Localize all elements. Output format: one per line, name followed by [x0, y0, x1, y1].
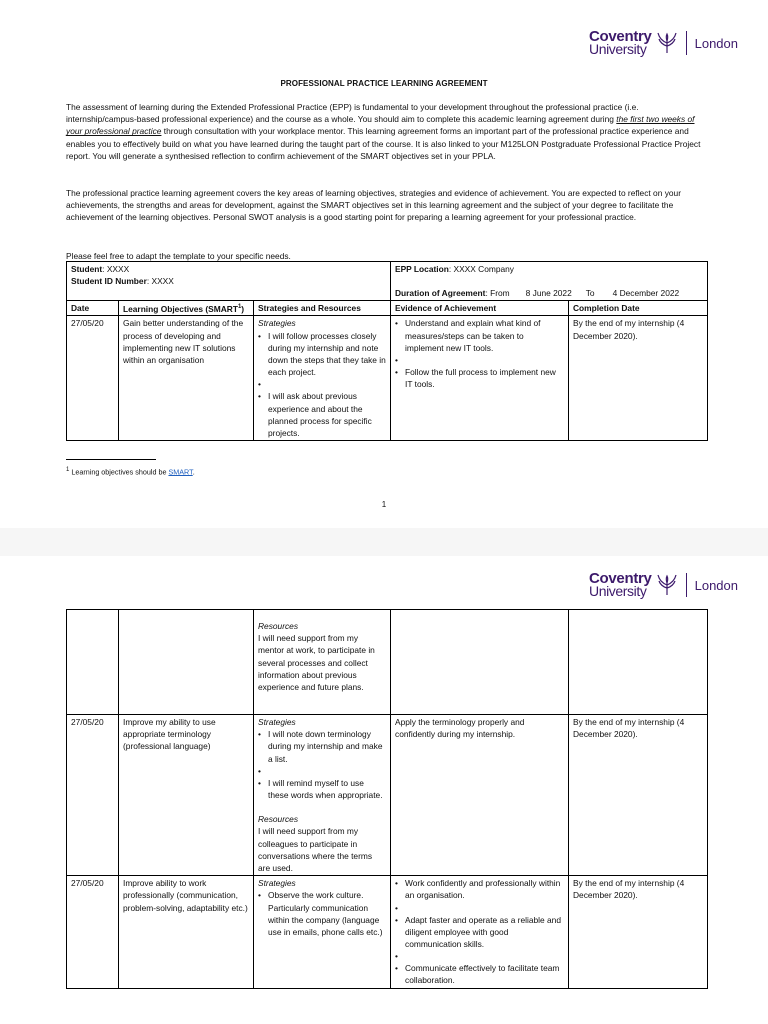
list-item: • I will ask about previous experience and about the planned process for specific projects. — [268, 390, 386, 439]
row1-completion: By the end of my internship (4 December 2020). — [569, 316, 708, 441]
logo-city: London — [694, 35, 738, 51]
row1-evidence — [391, 316, 569, 441]
logo-brand-line2: University — [588, 583, 647, 599]
row2-strategy-list — [258, 728, 386, 801]
list-item: • Work confidently and professionally within an organisation. — [405, 877, 564, 901]
logo-brand-line1: Coventry — [588, 570, 652, 587]
phoenix-icon — [656, 31, 678, 55]
row2-date: 27/05/20 — [67, 715, 119, 876]
document-page-2 — [0, 556, 768, 1024]
duration-label: Duration of Agreement — [395, 288, 486, 299]
row1-objective: Gain better understanding of the process of developing and implementing new IT solutions within an organisation — [119, 316, 254, 441]
university-logo — [589, 572, 738, 598]
learning-agreement-table — [66, 261, 708, 441]
duration-end: 4 December 2022 — [612, 288, 680, 299]
footnote-divider — [66, 459, 156, 460]
list-item: • I will remind myself to use these words when appropriate. — [268, 777, 386, 801]
row3-strategy-list — [258, 889, 386, 938]
logo-brand-line2: University — [588, 41, 647, 57]
row1-strategies — [254, 316, 391, 441]
epp-info-cell — [391, 262, 708, 301]
header-completion: Completion Date — [569, 301, 708, 316]
intro-paragraph-3: Please feel free to adapt the template to your specific needs. — [66, 251, 291, 261]
row2-resources-text: I will need support from my colleagues to participate in conversations where the terms are used. — [258, 826, 373, 874]
student-id-value: : XXXX — [146, 276, 174, 287]
intro-p1-emphasis: the first two weeks of your professional practice — [66, 114, 695, 137]
duration-from: : From — [485, 288, 510, 299]
page-number: 1 — [381, 500, 387, 509]
list-item: • Follow the full process to implement new IT tools. — [405, 366, 564, 390]
list-item: • Adapt faster and operate as a reliable and diligent employee with good communication skills. — [405, 914, 564, 951]
smart-link[interactable]: SMART — [168, 467, 193, 477]
table-row — [67, 316, 708, 441]
row1-date: 27/05/20 — [67, 316, 119, 441]
document-title: PROFESSIONAL PRACTICE LEARNING AGREEMENT — [280, 79, 488, 88]
header-date: Date — [67, 301, 119, 316]
row2-strategies — [254, 715, 391, 876]
row1-resources-text: I will need support from my mentor at work, to participate in several processes and collect information about previous experience and future plans. — [258, 633, 375, 693]
row1-resources — [254, 610, 391, 715]
table-row — [67, 715, 708, 876]
row3-completion: By the end of my internship (4 December 2020). — [569, 876, 708, 988]
epp-location-value: : XXXX Company — [448, 264, 514, 274]
logo-divider — [686, 31, 687, 55]
logo-city: London — [694, 577, 738, 593]
page-gap — [0, 528, 768, 556]
learning-agreement-table-continued — [66, 609, 708, 989]
resources-label: Resources — [258, 814, 299, 825]
intro-p1-text-b: through consultation with your workplace mentor. This learning agreement forms an important part of the professional practice experience and enables you to effectively build on what you have learned during the taught part of the course. It is also linked to your M125LON Postgraduate Professional Practice Project report. You will generate a synthesised reflection to confirm achievement of the SMART objectives set in your PPLA. — [66, 126, 701, 161]
row3-date: 27/05/20 — [67, 876, 119, 988]
footnote-ref: 1 — [237, 304, 242, 311]
table-row — [67, 610, 708, 715]
phoenix-icon — [656, 573, 678, 597]
header-strategies: Strategies and Resources — [254, 301, 391, 316]
duration-to: To — [585, 288, 595, 299]
row3-evidence-list — [395, 877, 564, 986]
student-value: : XXXX — [102, 264, 130, 274]
epp-location-label: EPP Location — [395, 264, 449, 274]
logo-brand-line1: Coventry — [588, 28, 652, 45]
strategies-label: Strategies — [258, 878, 296, 889]
header-evidence: Evidence of Achievement — [391, 301, 569, 316]
logo-divider — [686, 573, 687, 597]
row1-evidence-list — [395, 317, 564, 390]
table-row — [67, 876, 708, 988]
row2-objective: Improve my ability to use appropriate terminology (professional language) — [119, 715, 254, 876]
intro-p1-text-a: The assessment of learning during the Extended Professional Practice (EPP) is fundamental to your development throughout the professional practice (i.e. internship/campus-based professional experience) and the course as a whole. You should aim to complete this academic learning agreement during — [66, 102, 639, 125]
list-item: • Understand and explain what kind of measures/steps can be taken to implement new IT tools. — [405, 317, 564, 354]
student-info-cell — [67, 262, 391, 301]
row3-objective: Improve ability to work professionally (communication, problem-solving, adaptability etc.) — [119, 876, 254, 988]
duration-start: 8 June 2022 — [525, 288, 572, 299]
strategies-label: Strategies — [258, 717, 296, 727]
list-item: • Communicate effectively to facilitate team collaboration. — [405, 962, 564, 986]
resources-label: Resources — [258, 621, 299, 631]
row3-strategies — [254, 876, 391, 988]
row3-evidence — [391, 876, 569, 988]
university-logo — [589, 30, 738, 56]
header-objectives: Learning Objectives (SMART$^1$) — [119, 301, 254, 316]
list-item: • I will follow processes closely during my internship and note down the steps that they take in each project. — [268, 330, 386, 379]
row2-evidence: Apply the terminology properly and confidently during my internship. — [391, 715, 569, 876]
row1-strategy-list — [258, 330, 386, 440]
intro-paragraph-2: The professional practice learning agreement covers the key areas of learning objectives, strategies and evidence of achievement. You are expected to reflect on your achievements, the strengths and areas for development, against the SMART objectives set in this learning agreement and the subject of your degree to facilitate the achievement of the learning objectives. Personal SWOT analysis is a good starting point for preparing a learning agreement for your professional practice. — [66, 188, 681, 223]
header-row — [67, 301, 708, 316]
student-id-label: Student ID Number — [71, 276, 147, 287]
student-label: Student — [71, 264, 103, 274]
list-item: • I will note down terminology during my internship and make a list. — [268, 728, 386, 765]
footnote: $^1$ Learning objectives should be SMART. — [66, 467, 195, 477]
strategies-label: Strategies — [258, 318, 296, 329]
info-row — [67, 262, 708, 301]
intro-paragraph-1 — [66, 101, 706, 162]
row2-completion: By the end of my internship (4 December 2020). — [569, 715, 708, 876]
list-item: • Observe the work culture. Particularly communication within the company (language use in emails, phone calls etc.) — [268, 889, 386, 938]
